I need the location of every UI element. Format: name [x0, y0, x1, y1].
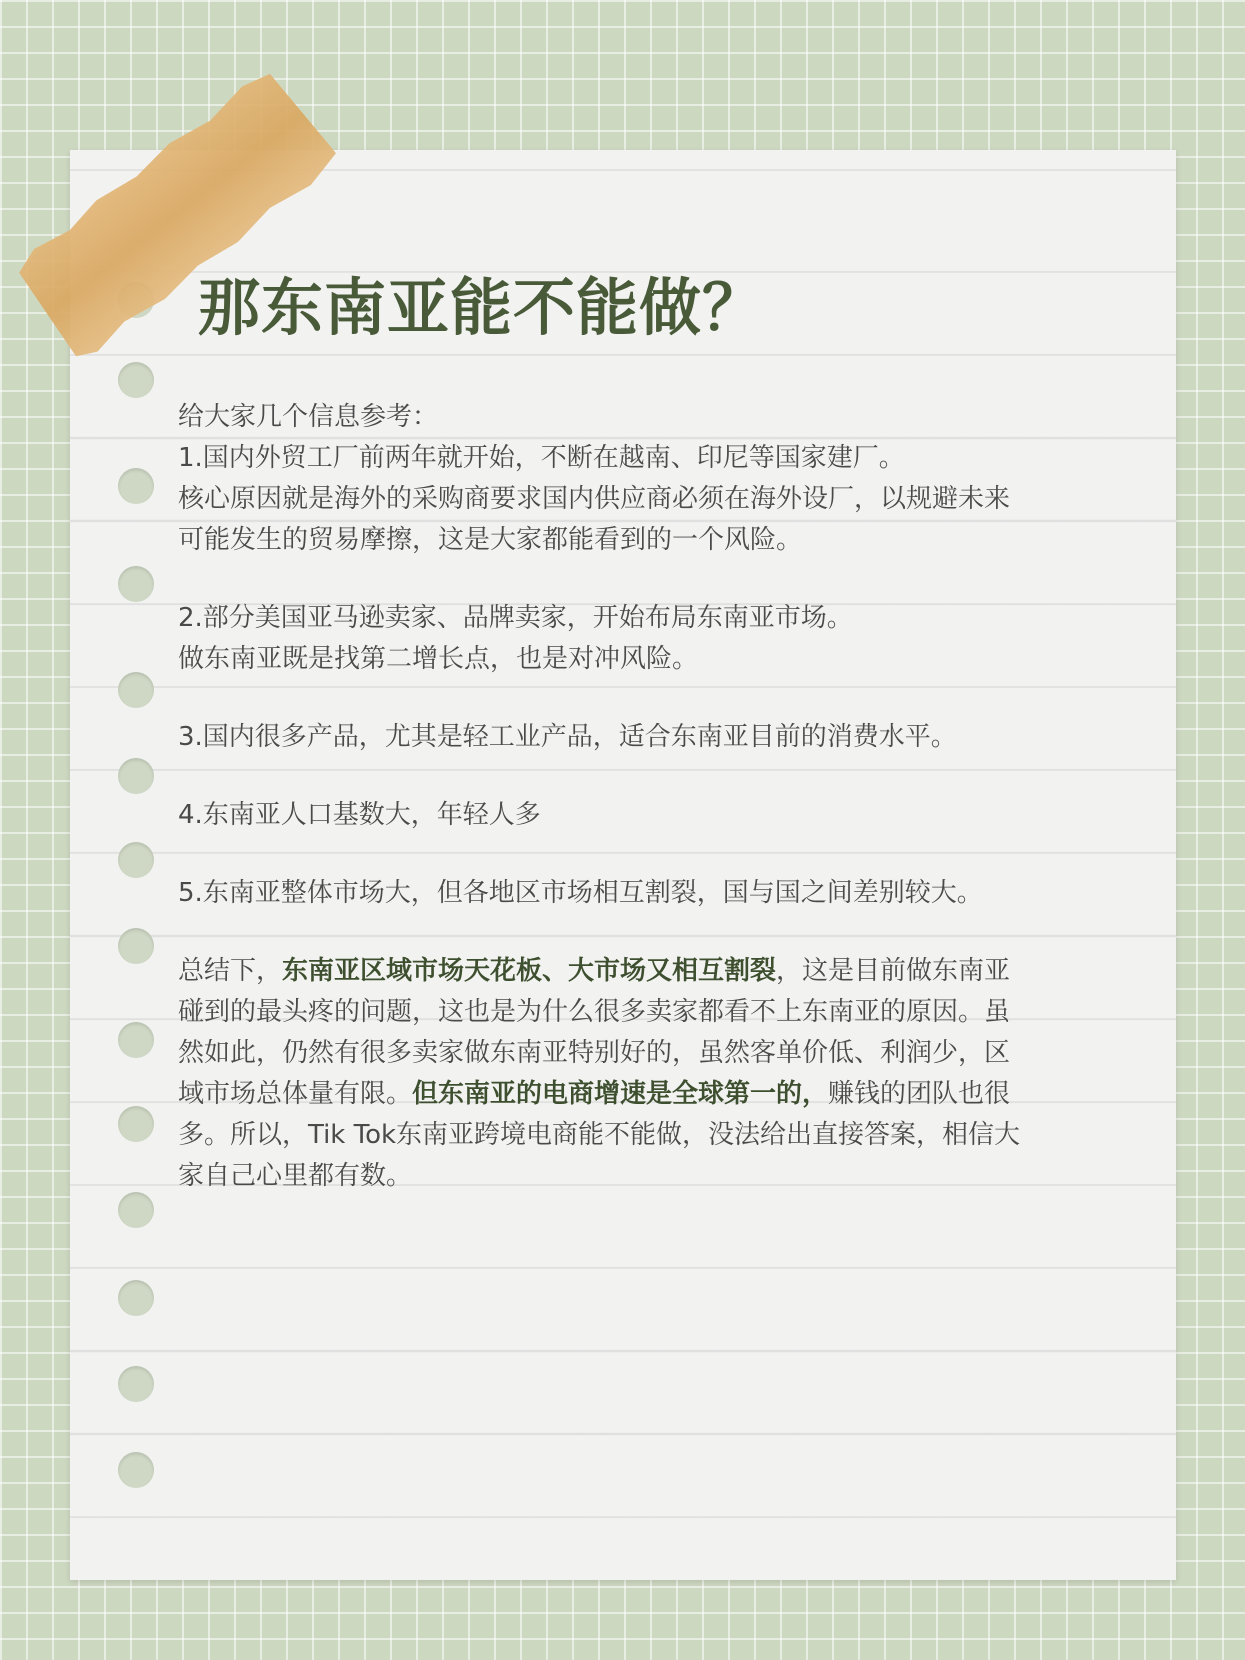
point-line: 可能发生的贸易摩擦，这是大家都能看到的一个风险。 [178, 525, 803, 555]
summary-text: ，这是目前做东南亚 [776, 956, 1011, 986]
point-2 [178, 598, 1118, 680]
summary-line [178, 1115, 1118, 1156]
summary-text: 多。所以，Tik Tok东南亚跨境电商能不能做，没法给出直接答案，相信大 [178, 1120, 1021, 1150]
point-3 [178, 717, 1118, 758]
point-5 [178, 873, 1118, 914]
summary-text: 域市场总体量有限。 [178, 1079, 413, 1109]
point-4 [178, 795, 1118, 836]
summary-text: 碰到的最头疼的问题，这也是为什么很多卖家都看不上东南亚的原因。虽 [178, 997, 1011, 1027]
point-line: 1.国内外贸工厂前两年就开始，不断在越南、印尼等国家建厂。 [178, 443, 905, 473]
summary-line [178, 951, 1118, 992]
binder-hole [118, 566, 154, 602]
summary-line [178, 1074, 1118, 1115]
summary-text: 赚钱的团队也很 [828, 1079, 1011, 1109]
article-body [178, 397, 1118, 1197]
binder-hole [118, 928, 154, 964]
binder-hole [118, 758, 154, 794]
binder-hole [118, 1022, 154, 1058]
binder-hole [118, 1366, 154, 1402]
binder-hole [118, 1280, 154, 1316]
page-title: 那东南亚能不能做？ [198, 271, 766, 344]
intro-text: 给大家几个信息参考： [178, 402, 439, 432]
binder-hole [118, 1106, 154, 1142]
point-line: 5.东南亚整体市场大，但各地区市场相互割裂，国与国之间差别较大。 [178, 878, 983, 908]
point-line: 4.东南亚人口基数大，年轻人多 [178, 800, 541, 830]
point-line: 做东南亚既是找第二增长点，也是对冲风险。 [178, 644, 699, 674]
summary-highlight: 但东南亚的电商增速是全球第一的， [412, 1079, 829, 1109]
point-line: 核心原因就是海外的采购商要求国内供应商必须在海外设厂，以规避未来 [178, 484, 1011, 514]
binder-hole [118, 1192, 154, 1228]
summary-text: 家自己心里都有数。 [178, 1161, 413, 1191]
point-1 [178, 438, 1118, 561]
summary-line [178, 1156, 1118, 1197]
binder-hole [118, 1452, 154, 1488]
binder-hole [118, 362, 154, 398]
point-line: 2.部分美国亚马逊卖家、品牌卖家，开始布局东南亚市场。 [178, 603, 853, 633]
summary-text: 然如此，仍然有很多卖家做东南亚特别好的，虽然客单价低、利润少，区 [178, 1038, 1011, 1068]
summary-paragraph [178, 951, 1118, 1197]
binder-hole [118, 468, 154, 504]
point-line: 3.国内很多产品，尤其是轻工业产品，适合东南亚目前的消费水平。 [178, 722, 957, 752]
summary-line [178, 992, 1118, 1033]
binder-hole [118, 672, 154, 708]
summary-text: 总结下， [178, 956, 283, 986]
summary-line [178, 1033, 1118, 1074]
binder-hole [118, 842, 154, 878]
summary-highlight: 东南亚区域市场天花板、大市场又相互割裂 [282, 956, 777, 986]
